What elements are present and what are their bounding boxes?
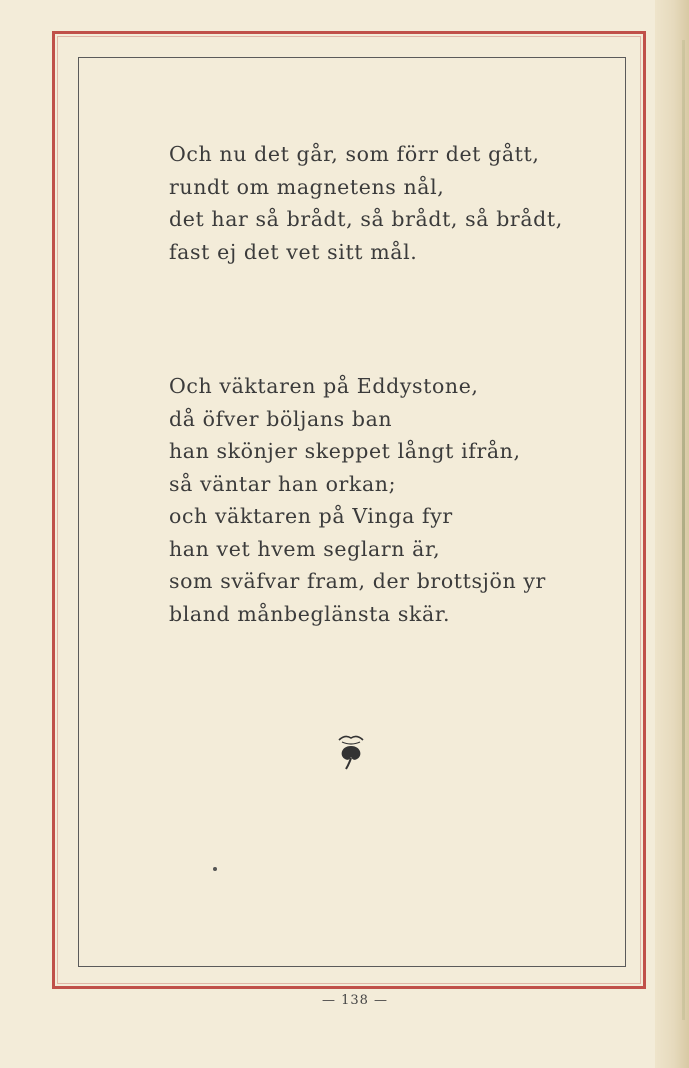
- poem-line: det har så brådt, så brådt, så brådt,: [169, 207, 563, 231]
- poem-line: han skönjer skeppet långt ifrån,: [169, 439, 521, 463]
- poem-line: fast ej det vet sitt mål.: [169, 239, 418, 264]
- poem-line: så väntar han orkan;: [169, 471, 397, 496]
- poem-line: Och väktaren på Eddystone,: [169, 374, 479, 398]
- page-number: — 138 —: [321, 993, 389, 1008]
- poem-line: rundt om magnetens nål,: [169, 174, 445, 199]
- poem-line: Och nu det går, som förr det gått,: [169, 142, 540, 166]
- stanza-1: [169, 138, 563, 268]
- stanza-2: [169, 370, 546, 630]
- poem-line: och väktaren på Vinga fyr: [169, 504, 453, 528]
- fleuron-ornament-icon: [333, 732, 369, 772]
- page-edge: [655, 0, 689, 1068]
- poem-line: bland månbeglänsta skär.: [169, 601, 451, 626]
- poem-line: då öfver böljans ban: [169, 406, 393, 431]
- poem-line: som sväfvar fram, der brottsjön yr: [169, 569, 546, 593]
- poem-line: han vet hvem seglarn är,: [169, 536, 441, 561]
- ink-speck: [213, 867, 217, 871]
